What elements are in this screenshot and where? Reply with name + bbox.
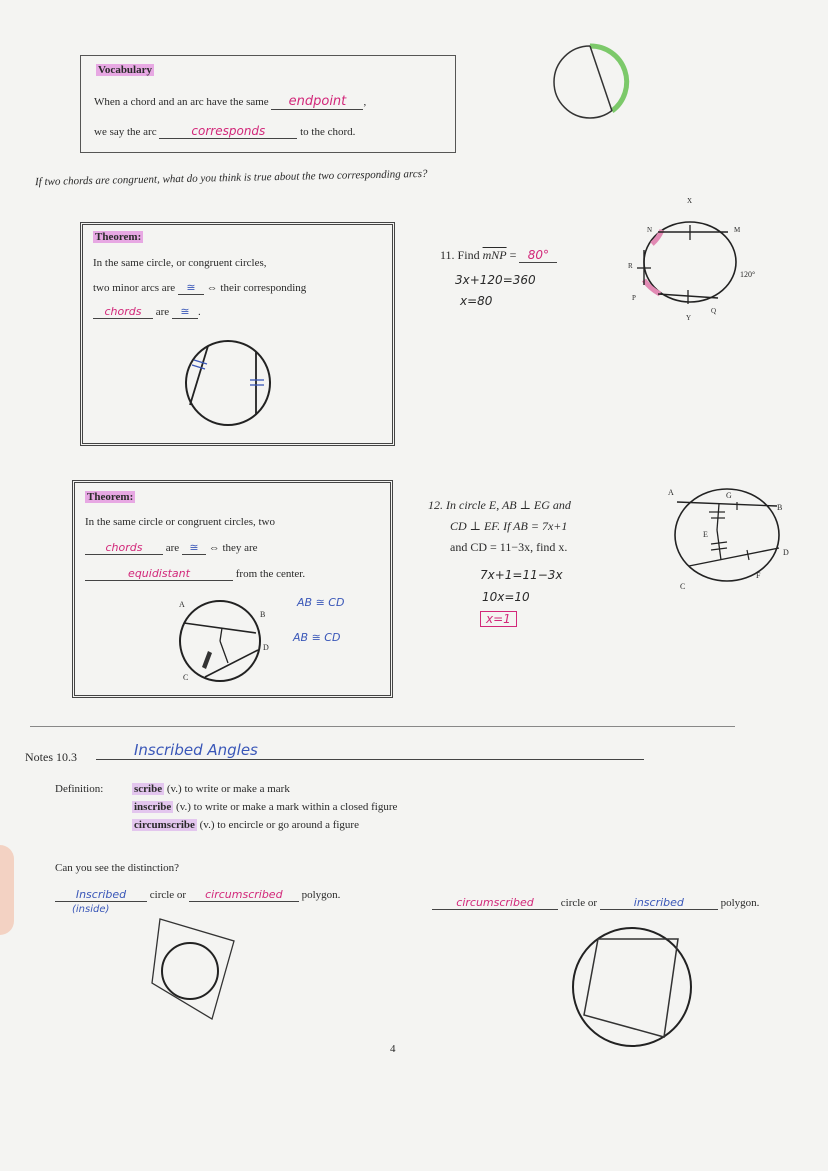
def-term-inscribe: inscribe bbox=[134, 801, 172, 813]
problem11-prompt-prefix: 11. Find bbox=[440, 248, 480, 262]
theorem1-circle-diagram bbox=[178, 333, 288, 433]
theorem1-box bbox=[80, 222, 395, 446]
vocabulary-box bbox=[80, 55, 456, 153]
problem11-work2: x=80 bbox=[460, 294, 493, 308]
theorem1-title: Theorem: bbox=[95, 231, 142, 243]
theorem1-line3-end: . bbox=[197, 306, 201, 318]
vocab-line2-prefix: we say the arc bbox=[94, 126, 157, 138]
theorem1-line1: In the same circle, or congruent circles, bbox=[93, 257, 267, 269]
theorem1-answer-chords: chords bbox=[93, 305, 153, 319]
theorem1-line3-mid: are bbox=[155, 306, 170, 318]
vocab-circle-diagram bbox=[542, 45, 642, 125]
theorem2-line2-suffix: ⇔ they are bbox=[208, 542, 258, 554]
right-mid: circle or bbox=[560, 897, 598, 909]
inscribed-polygon-figure bbox=[570, 925, 700, 1055]
vocab-line1-prefix: When a chord and an arc have the same bbox=[94, 96, 269, 108]
left-answer-inscribed: Inscribed bbox=[55, 888, 147, 902]
label-x: X bbox=[687, 197, 693, 205]
definition-3 bbox=[132, 819, 359, 831]
vocabulary-title: Vocabulary bbox=[98, 64, 152, 76]
left-answer-circumscribed: circumscribed bbox=[189, 888, 299, 902]
t2-label-d: D bbox=[263, 643, 269, 652]
notes-title: Inscribed Angles bbox=[96, 741, 644, 760]
p12-label-e: E bbox=[703, 530, 708, 539]
t2-label-b: B bbox=[260, 610, 266, 619]
p12-label-b: B bbox=[777, 503, 783, 512]
problem11-eq: = bbox=[509, 248, 517, 262]
problem11-answer: 80° bbox=[519, 248, 557, 263]
label-r: R bbox=[628, 262, 633, 270]
t2-label-c: C bbox=[183, 673, 189, 682]
problem12-line2: CD ⊥ EF. If AB = 7x+1 bbox=[450, 519, 568, 533]
inscribed-circle-figure bbox=[148, 915, 248, 1025]
right-end: polygon. bbox=[720, 897, 760, 909]
def-text-inscribe: (v.) to write or make a mark within a closed figure bbox=[176, 801, 398, 813]
theorem2-line1: In the same circle or congruent circles, two bbox=[85, 516, 275, 528]
theorem2-box bbox=[72, 480, 393, 698]
left-mid: circle or bbox=[149, 889, 187, 901]
distinction-question: Can you see the distinction? bbox=[55, 862, 180, 874]
theorem2-title: Theorem: bbox=[87, 491, 134, 503]
p12-label-c: C bbox=[680, 582, 686, 591]
page-number: 4 bbox=[390, 1043, 396, 1055]
theorem2-answer-chords: chords bbox=[85, 541, 163, 555]
label-n: N bbox=[647, 226, 653, 234]
vocab-line1-suffix: , bbox=[363, 96, 367, 108]
definition-2 bbox=[132, 801, 397, 813]
right-answer-inscribed: inscribed bbox=[600, 896, 718, 910]
theorem2-note1: AB ≅ CD bbox=[297, 596, 345, 609]
definition-label: Definition: bbox=[55, 783, 104, 795]
label-arc-120: 120° bbox=[740, 270, 756, 279]
left-sub-inside: (inside) bbox=[72, 904, 110, 915]
vocab-line2-suffix: to the chord. bbox=[300, 126, 356, 138]
theorem2-answer-congruent: ≅ bbox=[182, 541, 206, 555]
t2-label-a: A bbox=[179, 600, 185, 609]
theorem1-answer-congruent: ≅ bbox=[178, 281, 204, 295]
label-p: P bbox=[632, 294, 636, 302]
def-text-circumscribe: (v.) to encircle or go around a figure bbox=[199, 819, 359, 831]
p12-label-d: D bbox=[783, 548, 789, 557]
vocab-answer-endpoint: endpoint bbox=[271, 94, 363, 110]
definition-1 bbox=[132, 783, 290, 795]
question-congruent-chords: If two chords are congruent, what do you think is true about the two corresponding arcs? bbox=[34, 167, 428, 189]
section-divider bbox=[30, 726, 735, 727]
label-y: Y bbox=[686, 314, 692, 322]
def-term-scribe: scribe bbox=[134, 783, 163, 795]
label-q: Q bbox=[711, 307, 717, 315]
problem12-line3: and CD = 11−3x, find x. bbox=[450, 540, 568, 554]
problem11-work1: 3x+120=360 bbox=[455, 273, 536, 287]
right-answer-circumscribed: circumscribed bbox=[432, 896, 558, 910]
p12-label-f: F bbox=[756, 571, 761, 580]
theorem2-line2-mid: are bbox=[165, 542, 180, 554]
problem11-arc: $\overline{mNP}$ bbox=[482, 248, 507, 262]
def-term-circumscribe: circumscribe bbox=[134, 819, 195, 831]
notes-label: Notes 10.3 bbox=[25, 750, 77, 764]
problem12-work2: 10x=10 bbox=[482, 590, 530, 604]
theorem1-line2-prefix: two minor arcs are bbox=[93, 282, 176, 294]
problem12-answer: x=1 bbox=[480, 611, 517, 627]
vocab-answer-corresponds: corresponds bbox=[159, 124, 297, 139]
def-text-scribe: (v.) to write or make a mark bbox=[166, 783, 290, 795]
theorem1-line2-suffix: ⇔ their corresponding bbox=[206, 282, 307, 294]
label-m: M bbox=[734, 226, 741, 234]
theorem2-line3-suffix: from the center. bbox=[235, 568, 306, 580]
theorem2-note2: AB ≅ CD bbox=[293, 631, 341, 644]
thumb-shadow bbox=[0, 845, 14, 935]
theorem1-answer-congruent2: ≅ bbox=[172, 305, 198, 319]
left-end: polygon. bbox=[301, 889, 341, 901]
problem12-line1: 12. In circle E, AB ⊥ EG and bbox=[428, 498, 571, 512]
problem12-work1: 7x+1=11−3x bbox=[480, 568, 563, 582]
problem11-circle-diagram bbox=[630, 200, 770, 325]
p12-label-a: A bbox=[668, 488, 674, 497]
theorem2-answer-equidistant: equidistant bbox=[85, 567, 233, 581]
p12-label-g: G bbox=[726, 491, 732, 500]
